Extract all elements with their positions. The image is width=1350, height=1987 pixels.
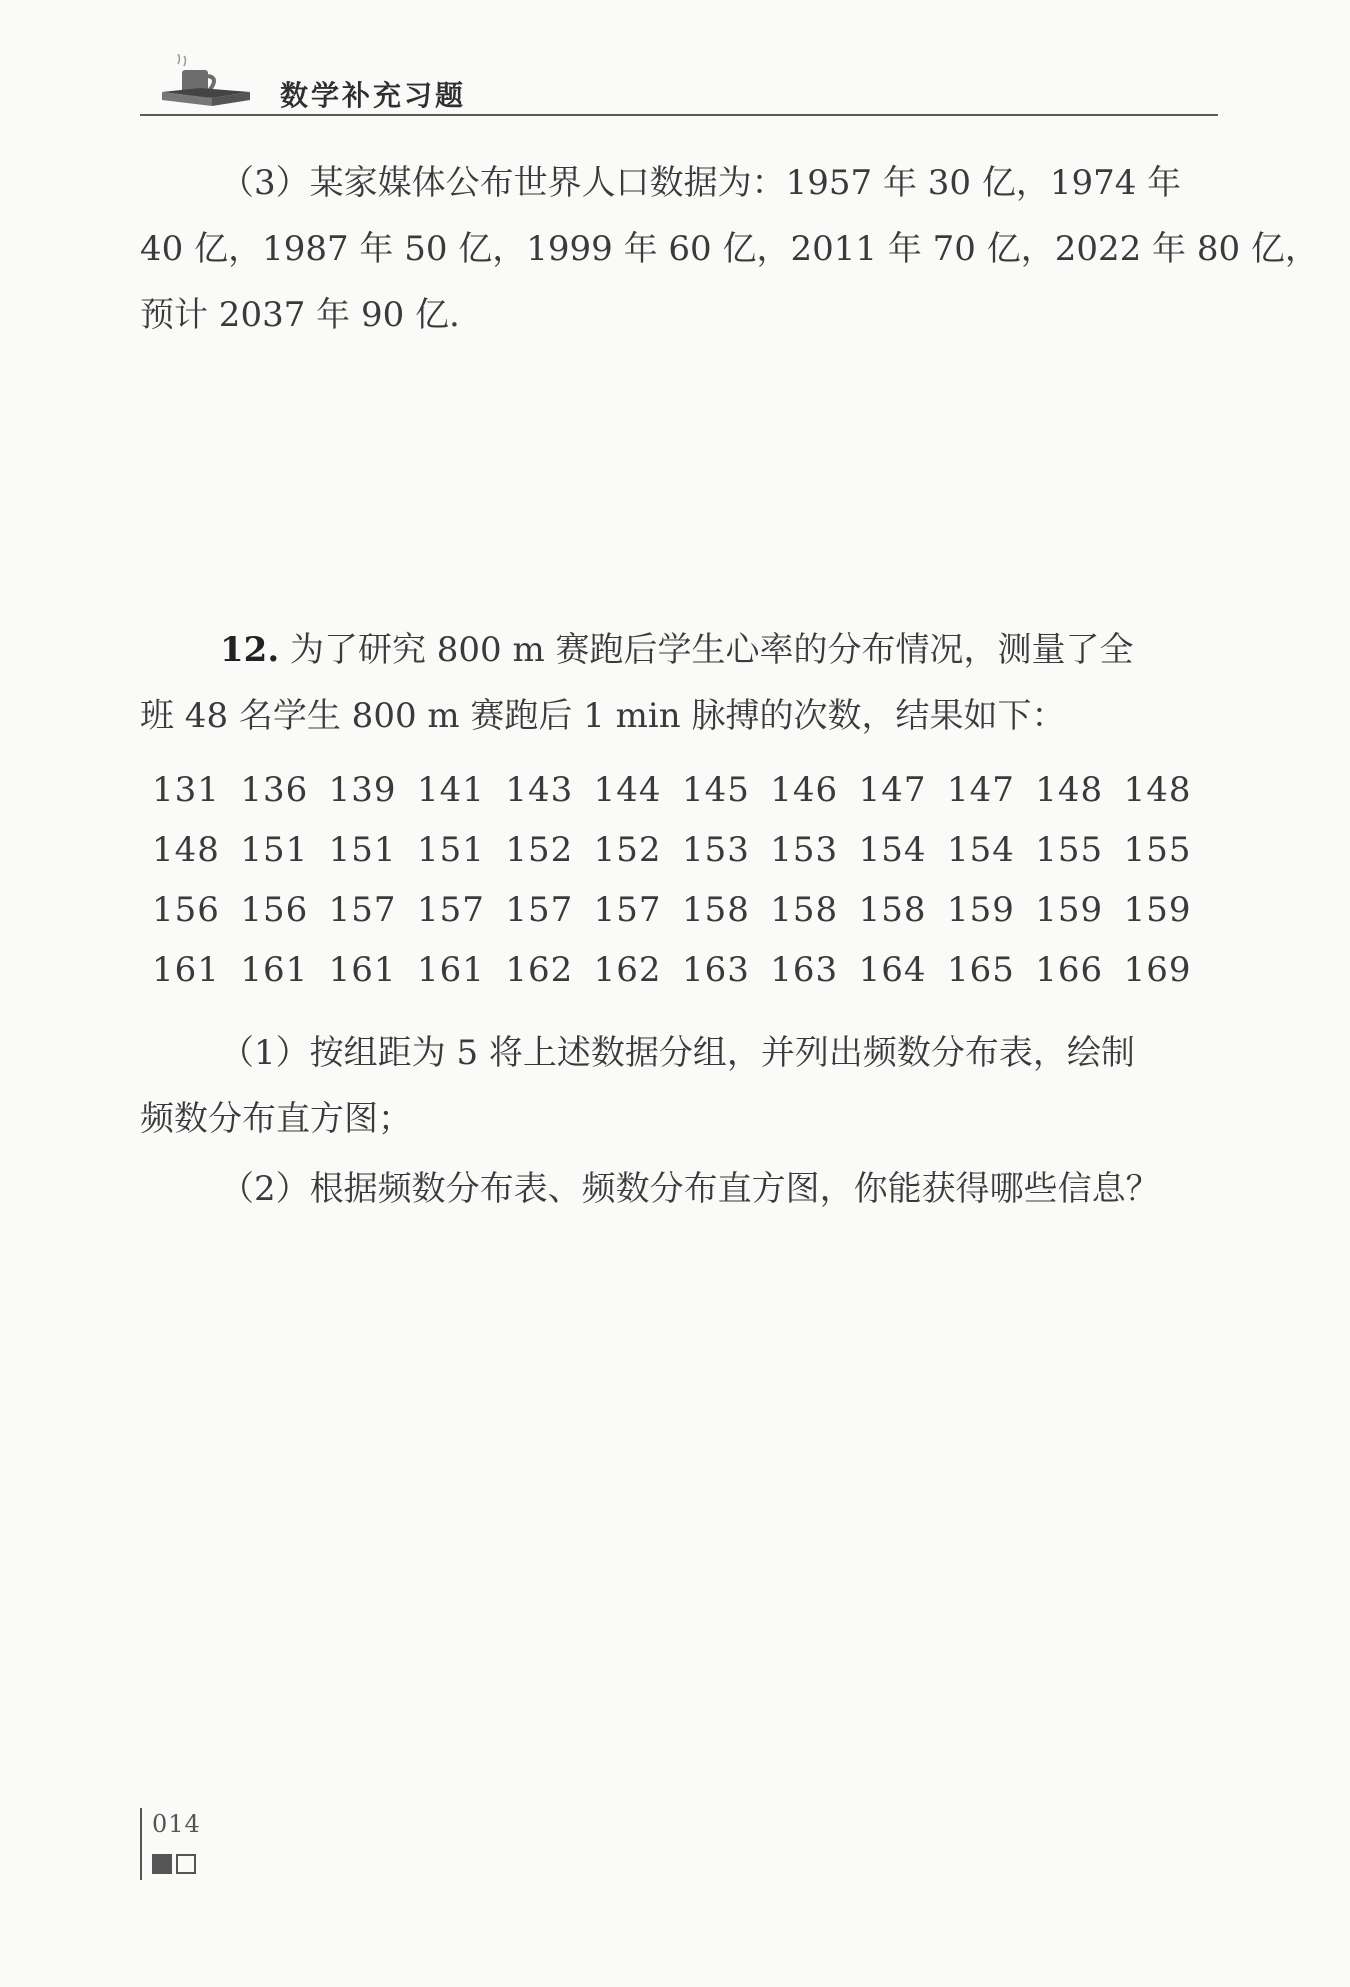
empty-square-icon (176, 1854, 196, 1874)
data-value: 131 (152, 770, 220, 810)
data-value: 158 (770, 890, 839, 930)
data-value: 162 (505, 950, 574, 990)
footer-divider (140, 1808, 142, 1880)
data-value: 136 (240, 770, 309, 810)
sub-question-1 (140, 1020, 1218, 1152)
sub-question-2-line: （2）根据频数分布表、频数分布直方图，你能获得哪些信息？ (220, 1169, 1160, 1209)
data-value: 155 (1035, 830, 1104, 870)
data-value: 158 (681, 890, 750, 930)
data-value: 151 (328, 830, 397, 870)
data-value: 147 (946, 770, 1015, 810)
data-value: 156 (152, 890, 220, 930)
data-value: 154 (858, 830, 927, 870)
part-3-paragraph (140, 150, 1319, 348)
data-value: 158 (858, 890, 927, 930)
data-value: 157 (593, 890, 662, 930)
page-header (140, 50, 1218, 118)
data-value: 157 (328, 890, 397, 930)
data-value: 151 (240, 830, 309, 870)
data-value: 165 (946, 950, 1015, 990)
part-3-line: 40 亿，1987 年 50 亿，1999 年 60 亿，2011 年 70 亿，2022 年 80 亿， (140, 229, 1319, 269)
filled-square-icon (152, 1854, 172, 1874)
data-value: 157 (416, 890, 485, 930)
data-value: 144 (593, 770, 662, 810)
data-value: 153 (681, 830, 750, 870)
pulse-data-grid (152, 760, 1212, 1000)
page-number: 014 (152, 1810, 201, 1838)
books-and-mug-icon (160, 54, 255, 109)
data-value: 148 (1035, 770, 1104, 810)
data-value: 145 (681, 770, 750, 810)
data-row (152, 820, 1212, 880)
data-value: 161 (416, 950, 485, 990)
data-row (152, 940, 1212, 1000)
data-value: 152 (505, 830, 574, 870)
data-row (152, 880, 1212, 940)
data-value: 139 (328, 770, 397, 810)
data-value: 152 (593, 830, 662, 870)
question-number: 12. (220, 630, 280, 670)
data-value: 159 (946, 890, 1015, 930)
data-value: 157 (505, 890, 574, 930)
data-value: 146 (770, 770, 839, 810)
data-value: 161 (152, 950, 220, 990)
header-divider (140, 114, 1218, 116)
question-12-text-1: 为了研究 800 m 赛跑后学生心率的分布情况，测量了全 (279, 630, 1134, 670)
part-3-line: （3）某家媒体公布世界人口数据为：1957 年 30 亿，1974 年 (220, 163, 1182, 203)
data-value: 154 (946, 830, 1015, 870)
data-value: 164 (858, 950, 927, 990)
data-value: 163 (681, 950, 750, 990)
question-12-line-1 (140, 617, 1218, 683)
data-value: 159 (1123, 890, 1192, 930)
part-3-line: 预计 2037 年 90 亿. (140, 295, 460, 335)
question-12 (140, 617, 1218, 749)
sub-question-1-line-2: 频数分布直方图； (140, 1099, 412, 1139)
page-footer (140, 1808, 260, 1888)
data-value: 159 (1035, 890, 1104, 930)
data-value: 161 (328, 950, 397, 990)
book-title: 数学补充习题 (280, 79, 467, 112)
data-value: 151 (416, 830, 485, 870)
data-value: 162 (593, 950, 662, 990)
data-value: 148 (1123, 770, 1192, 810)
data-value: 161 (240, 950, 309, 990)
data-value: 169 (1123, 950, 1192, 990)
data-value: 141 (416, 770, 485, 810)
sub-question-1-line-1: （1）按组距为 5 将上述数据分组，并列出频数分布表，绘制 (220, 1033, 1135, 1073)
question-12-line-2: 班 48 名学生 800 m 赛跑后 1 min 脉搏的次数，结果如下： (140, 696, 1066, 736)
data-value: 148 (152, 830, 220, 870)
data-value: 156 (240, 890, 309, 930)
data-value: 143 (505, 770, 574, 810)
data-row (152, 760, 1212, 820)
data-value: 155 (1123, 830, 1192, 870)
sub-question-2 (140, 1156, 1218, 1222)
data-value: 147 (858, 770, 927, 810)
data-value: 166 (1035, 950, 1104, 990)
data-value: 163 (770, 950, 839, 990)
data-value: 153 (770, 830, 839, 870)
